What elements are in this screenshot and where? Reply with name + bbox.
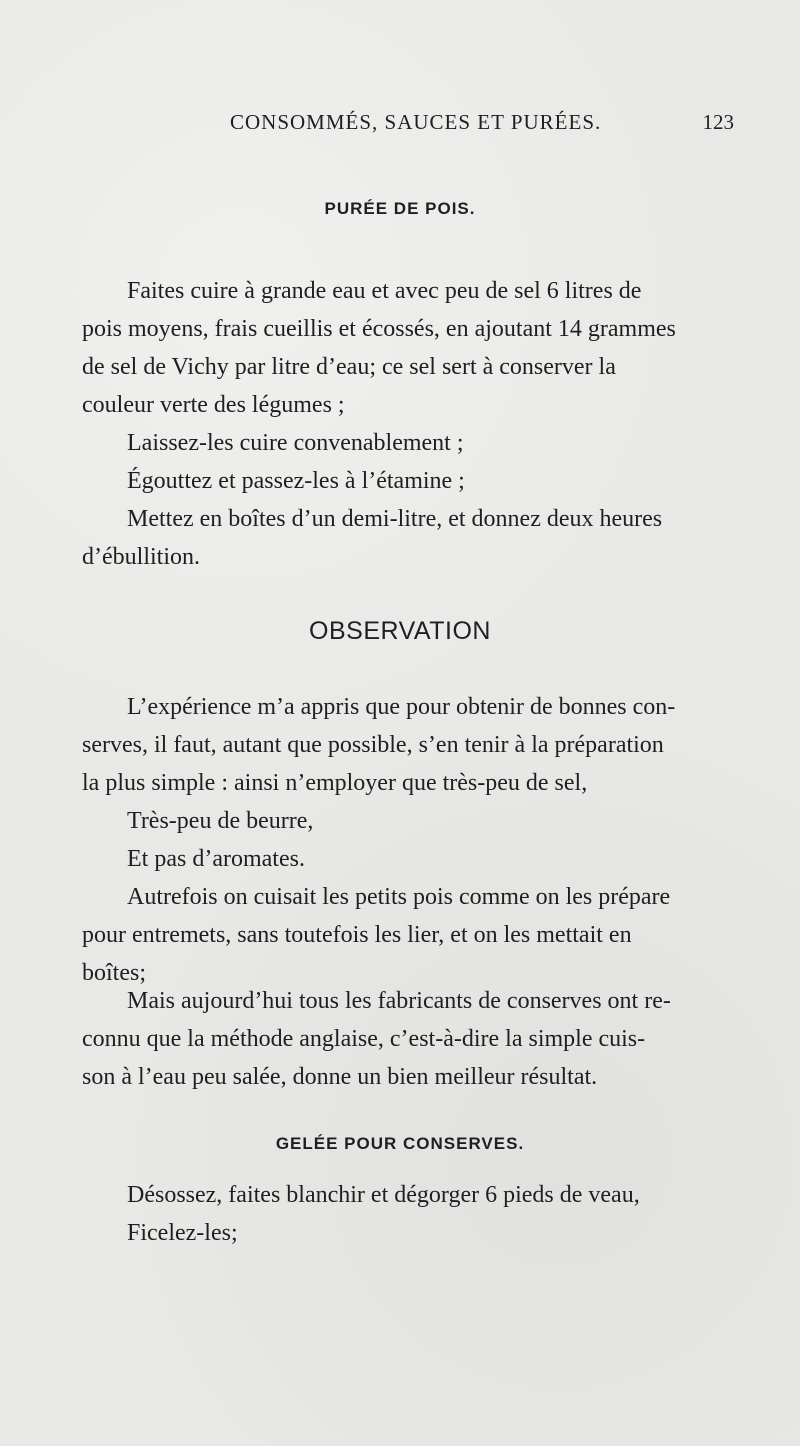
paragraph-line: Faites cuire à grande eau et avec peu de sel 6 litres de [127,278,642,304]
paragraph-line: Ficelez-les; [127,1220,238,1246]
paragraph-observation-aromatics [82,840,740,878]
paragraph-line: son à l’eau peu salée, donne un bien meilleur résultat. [82,1064,598,1090]
paragraph-line: Et pas d’aromates. [127,846,305,872]
paragraph-observation-history [82,878,740,992]
paragraph-observation-intro [82,688,740,802]
paragraph-line: connu que la méthode anglaise, c’est-à-dire la simple cuis- [82,1026,646,1052]
running-head: CONSOMMÉS, SAUCES ET PURÉES. [230,110,602,134]
paragraph-line: boîtes; [82,960,146,986]
page-header [0,110,800,144]
section-title-puree-de-pois: PURÉE DE POIS. [324,199,476,218]
paragraph-observation-butter [82,802,740,840]
section-title-observation: OBSERVATION [309,617,491,645]
paragraph-line: Désossez, faites blanchir et dégorger 6 pieds de veau, [127,1182,640,1208]
paragraph-line: couleur verte des légumes ; [82,392,345,418]
paragraph-line: L’expérience m’a appris que pour obtenir de bonnes con- [127,694,676,720]
paragraph-line: Mais aujourd’hui tous les fabricants de conserves ont re- [127,988,671,1014]
paragraph-line: d’ébullition. [82,544,200,570]
paragraph-line: Mettez en boîtes d’un demi-litre, et donnez deux heures [127,506,663,532]
paragraph-step-boxes [82,500,740,576]
paragraph-line: pour entremets, sans toutefois les lier, et on les mettait en [82,922,632,948]
paragraph-step-drain [82,462,740,500]
paragraph-line: de sel de Vichy par litre d’eau; ce sel sert à conserver la [82,354,616,380]
page-number: 123 [702,110,734,134]
paragraph-line: Très-peu de beurre, [127,808,314,834]
paragraph-observation-method [82,982,740,1096]
paragraph-line: Laissez-les cuire convenablement ; [127,430,464,456]
paragraph-line: pois moyens, frais cueillis et écossés, en ajoutant 14 grammes [82,316,676,342]
paragraph-step-cook [82,424,740,462]
paragraph-line: Autrefois on cuisait les petits pois comme on les prépare [127,884,671,910]
paragraph-line: la plus simple : ainsi n’employer que très-peu de sel, [82,770,588,796]
paragraph-gelee-step-1 [82,1176,740,1214]
paragraph-line: serves, il faut, autant que possible, s’en tenir à la préparation [82,732,664,758]
paragraph-gelee-step-2 [82,1214,740,1252]
paragraph-line: Égouttez et passez-les à l’étamine ; [127,468,465,494]
paragraph-puree-instructions [82,272,740,424]
section-title-gelee-pour-conserves: GELÉE POUR CONSERVES. [275,1134,525,1153]
